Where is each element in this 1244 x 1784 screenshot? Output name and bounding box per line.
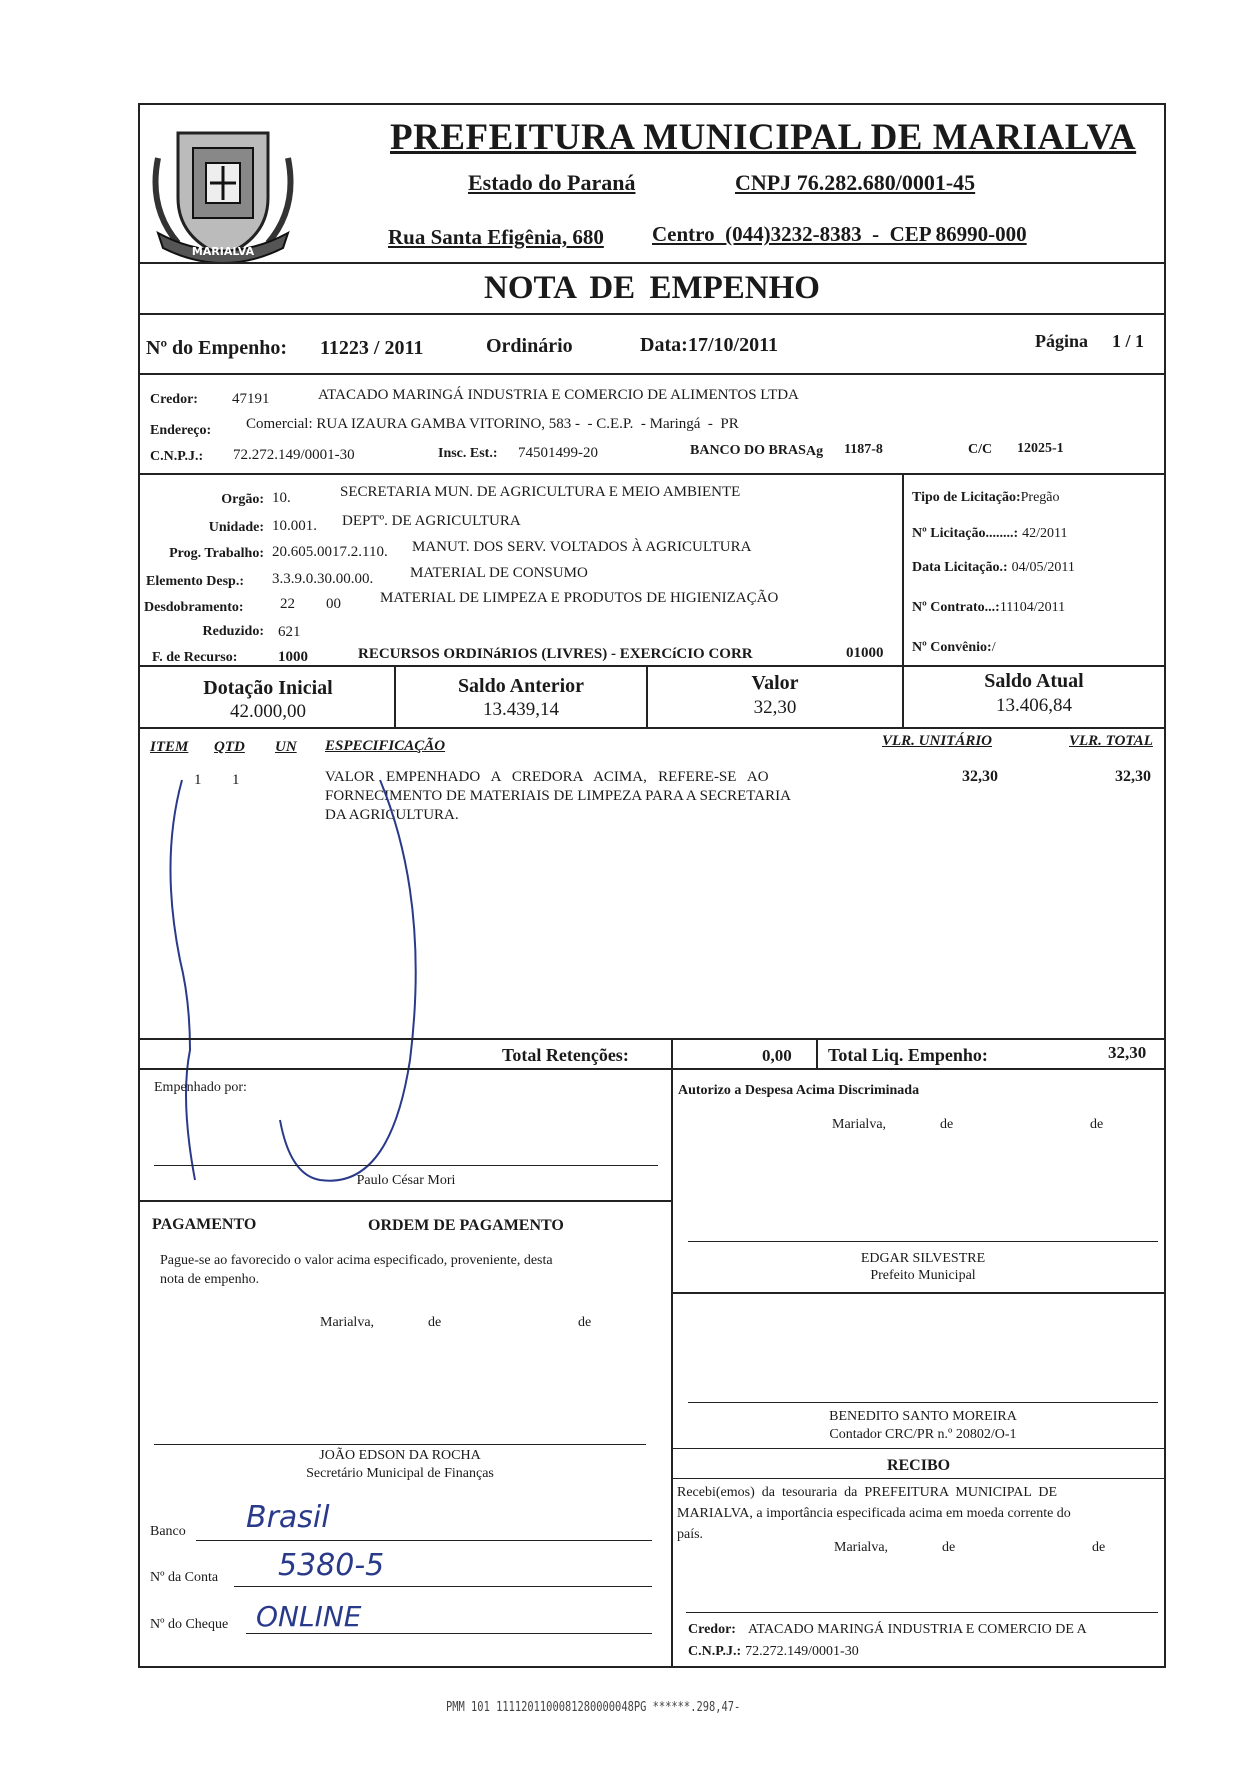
agency-label: Ag xyxy=(806,444,824,459)
coat-of-arms-icon xyxy=(148,118,298,268)
page-title: PREFEITURA MUNICIPAL DE MARIALVA xyxy=(390,117,1137,158)
header-cnpj: CNPJ 76.282.680/0001-45 xyxy=(735,170,976,195)
item-spec-line-2: FORNECIMENTO DE MATERIAIS DE LIMPEZA PARA A SECRETARIA xyxy=(325,788,791,804)
desdobramento-b: 00 xyxy=(326,596,341,612)
contador-signer: BENEDITO SANTO MOREIRA xyxy=(829,1409,1017,1424)
desdobramento-label: Desdobramento: xyxy=(144,600,244,615)
empenhado-signer: Paulo César Mori xyxy=(356,1173,456,1188)
recurso-code: 1000 xyxy=(278,649,308,665)
licitacao-number-value: 42/2011 xyxy=(1022,526,1068,541)
divider xyxy=(140,473,1164,475)
dotacao-inicial-label: Dotação Inicial xyxy=(203,677,333,699)
recibo-de-2: de xyxy=(1092,1540,1106,1555)
items-header-un: UN xyxy=(275,739,297,755)
unidade-name: DEPTº. DE AGRICULTURA xyxy=(342,513,521,529)
items-header-spec: ESPECIFICAÇÃO xyxy=(325,738,446,754)
retencoes-value: 0,00 xyxy=(762,1046,792,1065)
items-header-unit: VLR. UNITÁRIO xyxy=(882,733,993,749)
licitacao-date-value: 04/05/2011 xyxy=(1011,560,1075,575)
divider xyxy=(671,1292,1164,1294)
licitacao-type xyxy=(912,488,1060,506)
prog-code: 20.605.0017.2.110. xyxy=(272,544,388,560)
conta-handwritten: 5380-5 xyxy=(278,1548,385,1583)
prog-label: Prog. Trabalho: xyxy=(169,546,264,561)
pagamento-city: Marialva, xyxy=(320,1315,375,1330)
recibo-text-1: Recebi(emos) da tesouraria da PREFEITURA MUNICIPAL DE xyxy=(677,1485,1058,1500)
empenho-label: Nº do Empenho: xyxy=(146,337,288,359)
divider xyxy=(140,1068,1164,1070)
liquido-label: Total Liq. Empenho: xyxy=(828,1045,988,1065)
credor-label: Credor: xyxy=(150,392,198,407)
recibo-text-3: país. xyxy=(677,1527,704,1542)
item-spec-line-1: VALOR EMPENHADO A CREDORA ACIMA, REFERE-SE AO xyxy=(325,769,769,785)
contador-role: Contador CRC/PR n.º 20802/O-1 xyxy=(829,1427,1017,1442)
orgao-name: SECRETARIA MUN. DE AGRICULTURA E MEIO AMBIENTE xyxy=(340,484,741,500)
divider xyxy=(140,665,1164,667)
divider xyxy=(140,373,1164,375)
divider xyxy=(671,1478,1164,1479)
credor-name: ATACADO MARINGÁ INDUSTRIA E COMERCIO DE ALIMENTOS LTDA xyxy=(318,387,799,403)
divider xyxy=(816,1038,818,1068)
licitacao-number-label: Nº Licitação........: xyxy=(912,526,1019,541)
elemento-code: 3.3.9.0.30.00.00. xyxy=(272,571,374,587)
recibo-cnpj-label: C.N.P.J.: xyxy=(688,1644,742,1659)
recurso-code-2: 01000 xyxy=(846,645,884,661)
pagamento-role: Secretário Municipal de Finanças xyxy=(306,1466,494,1481)
recibo-cnpj-value: 72.272.149/0001-30 xyxy=(745,1644,859,1659)
credor-cnpj: 72.272.149/0001-30 xyxy=(233,447,355,463)
empenho-date: 17/10/2011 xyxy=(688,334,779,356)
licitacao-number xyxy=(912,524,1067,542)
banco-label: Banco xyxy=(150,1524,186,1539)
divider xyxy=(686,1612,1158,1613)
recibo-title: RECIBO xyxy=(886,1457,951,1474)
desdobramento-name: MATERIAL DE LIMPEZA E PRODUTOS DE HIGIENIZAÇÃO xyxy=(380,590,779,606)
agency-number: 1187-8 xyxy=(844,442,883,457)
contract-label: Nº Contrato...: xyxy=(912,600,1000,615)
banco-line xyxy=(196,1540,652,1541)
credor-insc: 74501499-20 xyxy=(518,445,598,461)
page-number: 1 / 1 xyxy=(1112,331,1145,351)
conta-line xyxy=(234,1586,652,1587)
divider xyxy=(671,1068,673,1666)
bank-name: BANCO DO BRAS xyxy=(690,443,806,458)
reduzido-value: 621 xyxy=(278,624,301,640)
crest-text: MARIALVA xyxy=(191,245,255,258)
handwritten-signature-icon xyxy=(150,760,470,1200)
cheque-label: Nº do Cheque xyxy=(150,1617,229,1632)
licitacao-date xyxy=(912,558,1075,576)
convenio xyxy=(912,638,996,656)
contract-value: 11104/2011 xyxy=(999,600,1066,615)
autorizo-role: Prefeito Municipal xyxy=(870,1268,976,1283)
licitacao-type-label: Tipo de Licitação: xyxy=(912,490,1021,505)
convenio-value: / xyxy=(991,640,996,655)
divider xyxy=(140,262,1164,264)
licitacao-date-label: Data Licitação.: xyxy=(912,560,1008,575)
empenhado-label: Empenhado por: xyxy=(154,1080,247,1095)
liquido-value: 32,30 xyxy=(1108,1043,1147,1062)
empenho-date-label: Data: xyxy=(640,334,688,356)
recibo-city: Marialva, xyxy=(834,1540,889,1555)
recurso-label: F. de Recurso: xyxy=(152,650,238,665)
conta-label: Nº da Conta xyxy=(150,1570,219,1585)
dotacao-inicial-value: 42.000,00 xyxy=(230,701,306,722)
pagamento-de-2: de xyxy=(578,1315,592,1330)
divider xyxy=(902,473,904,665)
autorizo-label: Autorizo a Despesa Acima Discriminada xyxy=(678,1083,920,1098)
cheque-handwritten: ONLINE xyxy=(256,1600,362,1633)
desdobramento-a: 22 xyxy=(280,596,295,612)
divider xyxy=(671,1038,673,1068)
recibo-credor-label: Credor: xyxy=(688,1622,736,1637)
orgao-code: 10. xyxy=(272,490,291,506)
retencoes-label: Total Retenções: xyxy=(502,1045,629,1065)
item-number: 1 xyxy=(194,772,202,788)
item-total-value: 32,30 xyxy=(1115,768,1151,785)
autorizo-signer: EDGAR SILVESTRE xyxy=(860,1251,986,1266)
divider xyxy=(140,1038,1164,1040)
autorizo-de-1: de xyxy=(940,1117,954,1132)
item-unit-value: 32,30 xyxy=(962,768,998,785)
cheque-line xyxy=(246,1633,652,1634)
cnpj-label: C.N.P.J.: xyxy=(150,449,204,464)
convenio-label: Nº Convênio: xyxy=(912,640,992,655)
saldo-anterior-value: 13.439,14 xyxy=(483,699,559,720)
empenho-number: 11223 / 2011 xyxy=(320,337,424,359)
pagamento-text-1: Pague-se ao favorecido o valor acima especificado, proveniente, desta xyxy=(160,1253,553,1268)
header-street: Rua Santa Efigênia, 680 xyxy=(388,225,604,249)
licitacao-type-value: Pregão xyxy=(1020,490,1060,505)
state-name: Estado do Paraná xyxy=(468,170,636,195)
autorizo-city: Marialva, xyxy=(832,1117,887,1132)
saldo-atual-value: 13.406,84 xyxy=(996,695,1072,716)
credor-address: Comercial: RUA IZAURA GAMBA VITORINO, 583 - - C.E.P. - Maringá - PR xyxy=(246,416,739,432)
item-qtd: 1 xyxy=(232,772,240,788)
reduzido-label: Reduzido: xyxy=(202,624,264,639)
contract-number xyxy=(912,598,1065,616)
orgao-label: Orgão: xyxy=(221,492,264,507)
footer-code: PMM 101 1111201100081280000048PG ******.298,47- xyxy=(446,1700,741,1715)
saldo-atual-label: Saldo Atual xyxy=(984,670,1084,692)
account-label: C/C xyxy=(968,442,993,457)
items-header-qtd: QTD xyxy=(214,739,245,755)
recibo-cnpj xyxy=(688,1642,859,1660)
credor-code: 47191 xyxy=(232,391,270,407)
pagamento-signer: JOÃO EDSON DA ROCHA xyxy=(319,1448,481,1463)
divider xyxy=(140,727,1164,729)
recurso-name: RECURSOS ORDINáRIOS (LIVRES) - EXERCíCIO CORR xyxy=(358,646,753,662)
signature-line xyxy=(688,1402,1158,1403)
ordem-pagamento-label: ORDEM DE PAGAMENTO xyxy=(368,1217,564,1234)
saldo-anterior-label: Saldo Anterior xyxy=(457,675,585,697)
address-label: Endereço: xyxy=(150,423,212,438)
recibo-credor xyxy=(688,1620,1158,1638)
elemento-label: Elemento Desp.: xyxy=(146,574,244,589)
pagamento-text-2: nota de empenho. xyxy=(160,1272,260,1287)
autorizo-de-2: de xyxy=(1090,1117,1104,1132)
unidade-code: 10.001. xyxy=(272,518,317,534)
elemento-name: MATERIAL DE CONSUMO xyxy=(410,565,588,581)
signature-line xyxy=(688,1241,1158,1242)
signature-line xyxy=(154,1165,658,1166)
prog-name: MANUT. DOS SERV. VOLTADOS À AGRICULTURA xyxy=(412,539,752,555)
doc-title: NOTA DE EMPENHO xyxy=(484,270,820,306)
recibo-text-2: MARIALVA, a importância especificada acima em moeda corrente do xyxy=(677,1506,1071,1521)
header-address: Centro (044)3232-8383 - CEP 86990-000 xyxy=(652,222,1027,246)
item-spec-line-3: DA AGRICULTURA. xyxy=(325,807,459,823)
divider xyxy=(140,1200,671,1202)
valor-value: 32,30 xyxy=(753,697,797,718)
recibo-credor-value: ATACADO MARINGÁ INDUSTRIA E COMERCIO DE A xyxy=(747,1622,1087,1637)
items-header-item: ITEM xyxy=(150,739,189,755)
signature-line xyxy=(154,1444,646,1445)
insc-label: Insc. Est.: xyxy=(438,446,498,461)
items-header-total: VLR. TOTAL xyxy=(1069,733,1153,749)
recibo-de-1: de xyxy=(942,1540,956,1555)
banco-handwritten: Brasil xyxy=(246,1500,330,1535)
empenho-type: Ordinário xyxy=(486,335,573,357)
page-label: Página xyxy=(1035,331,1089,351)
account-number: 12025-1 xyxy=(1017,441,1064,456)
valor-label: Valor xyxy=(751,672,799,694)
pagamento-de-1: de xyxy=(428,1315,442,1330)
divider xyxy=(140,313,1164,315)
divider xyxy=(671,1448,1164,1449)
unidade-label: Unidade: xyxy=(208,520,264,535)
pagamento-label: PAGAMENTO xyxy=(152,1216,257,1233)
